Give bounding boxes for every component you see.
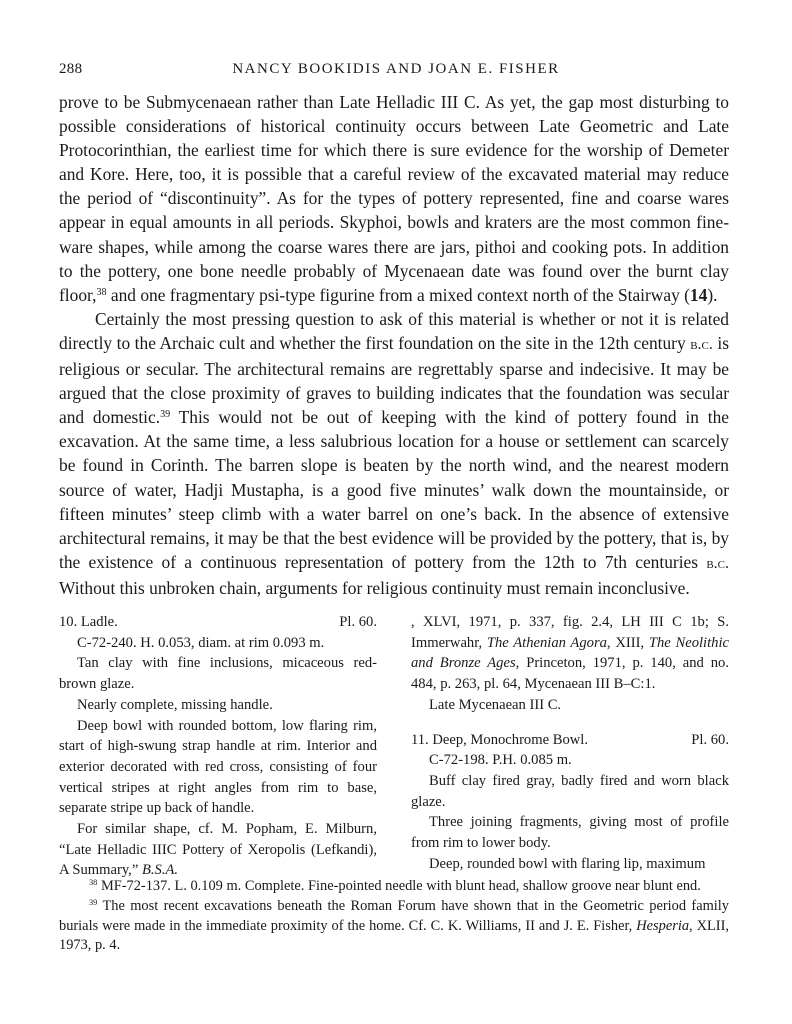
entry-10-inventory: C-72-240. H. 0.053, diam. at rim 0.093 m. (77, 634, 325, 651)
entry-10-description: Deep bowl with rounded bottom, low flaring rim, start of high-swung strap handle at rim. Interior and exterior decorated with red cross, consisting of four vertical stripes at right angles from rim to base, separate stripe up back of handle. (59, 717, 377, 817)
entry-10-heading (59, 612, 377, 633)
catalogue-column-right (411, 612, 729, 874)
paragraph-1-text-b: and one fragmentary psi-type figurine from a mixed context north of the Stairway ( (106, 284, 690, 305)
paragraph-1 (59, 90, 729, 307)
comparanda-text: , Princeton, 1971, p. 140, and no. 484, p. 263, pl. 64, Mycenaean III B–C:1. (411, 655, 729, 693)
footnote-ref-39[interactable]: 39 (160, 409, 171, 421)
footnote-number-39: 39 (89, 898, 98, 908)
footnote-38-text: MF-72-137. L. 0.109 m. Complete. Fine-pointed needle with blunt head, shallow groove near blunt end. (97, 878, 701, 894)
entry-10-preservation: Nearly complete, missing handle. (77, 696, 273, 713)
entry-11-preservation: Three joining fragments, giving most of profile from rim to lower body. (411, 814, 729, 852)
main-text (59, 90, 729, 600)
catalogue-column-left (59, 612, 377, 881)
footnote-39-text: The most recent excavations beneath the Roman Forum have shown that in the Geometric period family burials were made in the immediate proximity of the home. Cf. C. K. Williams, II and J. E. Fisher, (59, 898, 729, 934)
paragraph-1-text-a: prove to be Submycenaean rather than Late Helladic III C. As yet, the gap most disturbing to possible considerations of historical continuity occurs between Late Geometric and Late Protocorinthian, the earliest time for which there is sure evidence for the worship of Demeter and Kore. Here, too, it is possible that a careful review of the excavated material may reduce the period of “discontinuity”. As for the types of pottery represented, fine and coarse wares appear in equal amounts in all periods. Skyphoi, bowls and kraters are the most common fine-ware shapes, while among the coarse wares there are jars, pithoi and cooking pots. In addition to the pottery, one bone needle probably of Mycenaean date was found over the burnt clay floor, (59, 92, 729, 305)
book-title: The Neolithic and Bronze Ages (411, 634, 729, 672)
paragraph-2-text-a: Certainly the most pressing question to ask of this material is whether or not it is related directly to the Archaic cult and whether the first foundation on the site in the 12th century (59, 308, 729, 353)
paragraph-2-text-d: Without this unbroken chain, arguments for religious continuity must remain inconclusive. (59, 577, 690, 598)
paragraph-2-text-b: is religious or secular. The architectural remains are regrettably sparse and indecisive. It may be argued that the close proximity of graves to building indicates that the foundation was secular and domestic. (59, 332, 730, 428)
entry-10-comparanda-cont (411, 612, 729, 695)
entry-10-plate: Pl. 60. (339, 614, 377, 630)
bc-abbrev: b.c. (690, 335, 713, 353)
comparanda-text: , XLVI, 1971, p. 337, fig. 2.4, LH III C 1b; S. Immerwahr, (411, 614, 729, 651)
comparanda-text: , XIII, (606, 634, 649, 651)
footnote-number-38: 38 (89, 878, 98, 887)
footnote-39 (59, 897, 729, 955)
paragraph-1-text-c: ). (707, 284, 718, 305)
entry-11-description: Deep, rounded bowl with flaring lip, maximum (429, 855, 706, 872)
book-title: The Athenian Agora (486, 634, 607, 651)
entry-10-clay: Tan clay with fine inclusions, micaceous red-brown glaze. (59, 655, 377, 693)
entry-11-clay: Buff clay fired gray, badly fired and worn black glaze. (411, 772, 729, 810)
paragraph-2-text-c: This would not be out of keeping with the kind of pottery found in the excavation. At the same time, a less salubrious location for a house or settlement can scarcely be found in Corinth. The barren slope is beaten by the north wind, and the nearest modern source of water, Hadji Mustapha, is a good five minutes’ walk down the mountainside, or fifteen minutes’ steep climb with a water barrel on one’s back. In the absence of extensive architectural remains, it may be that the best evidence will be provided by the pottery, that is, by the existence of a continuous representation of pottery from the 12th to 7th centuries (59, 407, 729, 572)
footnote-39-text-end: , XLII, 1973, p. 4. (59, 917, 729, 954)
entry-11-inventory: C-72-198. P.H. 0.085 m. (429, 752, 572, 769)
page-number: 288 (59, 61, 83, 77)
journal-title: B.S.A. (141, 862, 179, 879)
comparanda-text: For similar shape, cf. M. Popham, E. Milburn, “Late Helladic IIIC Pottery of Xeropolis (Lefkandi), A Summary,” (59, 821, 377, 879)
paragraph-2 (59, 307, 729, 600)
entry-10-date: Late Mycenaean III C. (429, 696, 562, 713)
catalogue-ref-14: 14 (689, 284, 708, 305)
footnotes (59, 877, 729, 956)
entry-11-plate: Pl. 60. (691, 731, 729, 748)
journal-title: Hesperia (636, 917, 690, 934)
entry-10-title: 10. Ladle. (59, 614, 118, 630)
entry-11-heading (411, 730, 729, 751)
entry-10-comparanda (59, 819, 377, 881)
bc-abbrev: b.c. (706, 554, 729, 572)
footnote-ref-38[interactable]: 38 (96, 286, 107, 298)
footnote-38 (59, 877, 729, 896)
entry-11-title: 11. Deep, Monochrome Bowl. (411, 731, 588, 748)
running-head: NANCY BOOKIDIS AND JOAN E. FISHER (232, 61, 560, 77)
